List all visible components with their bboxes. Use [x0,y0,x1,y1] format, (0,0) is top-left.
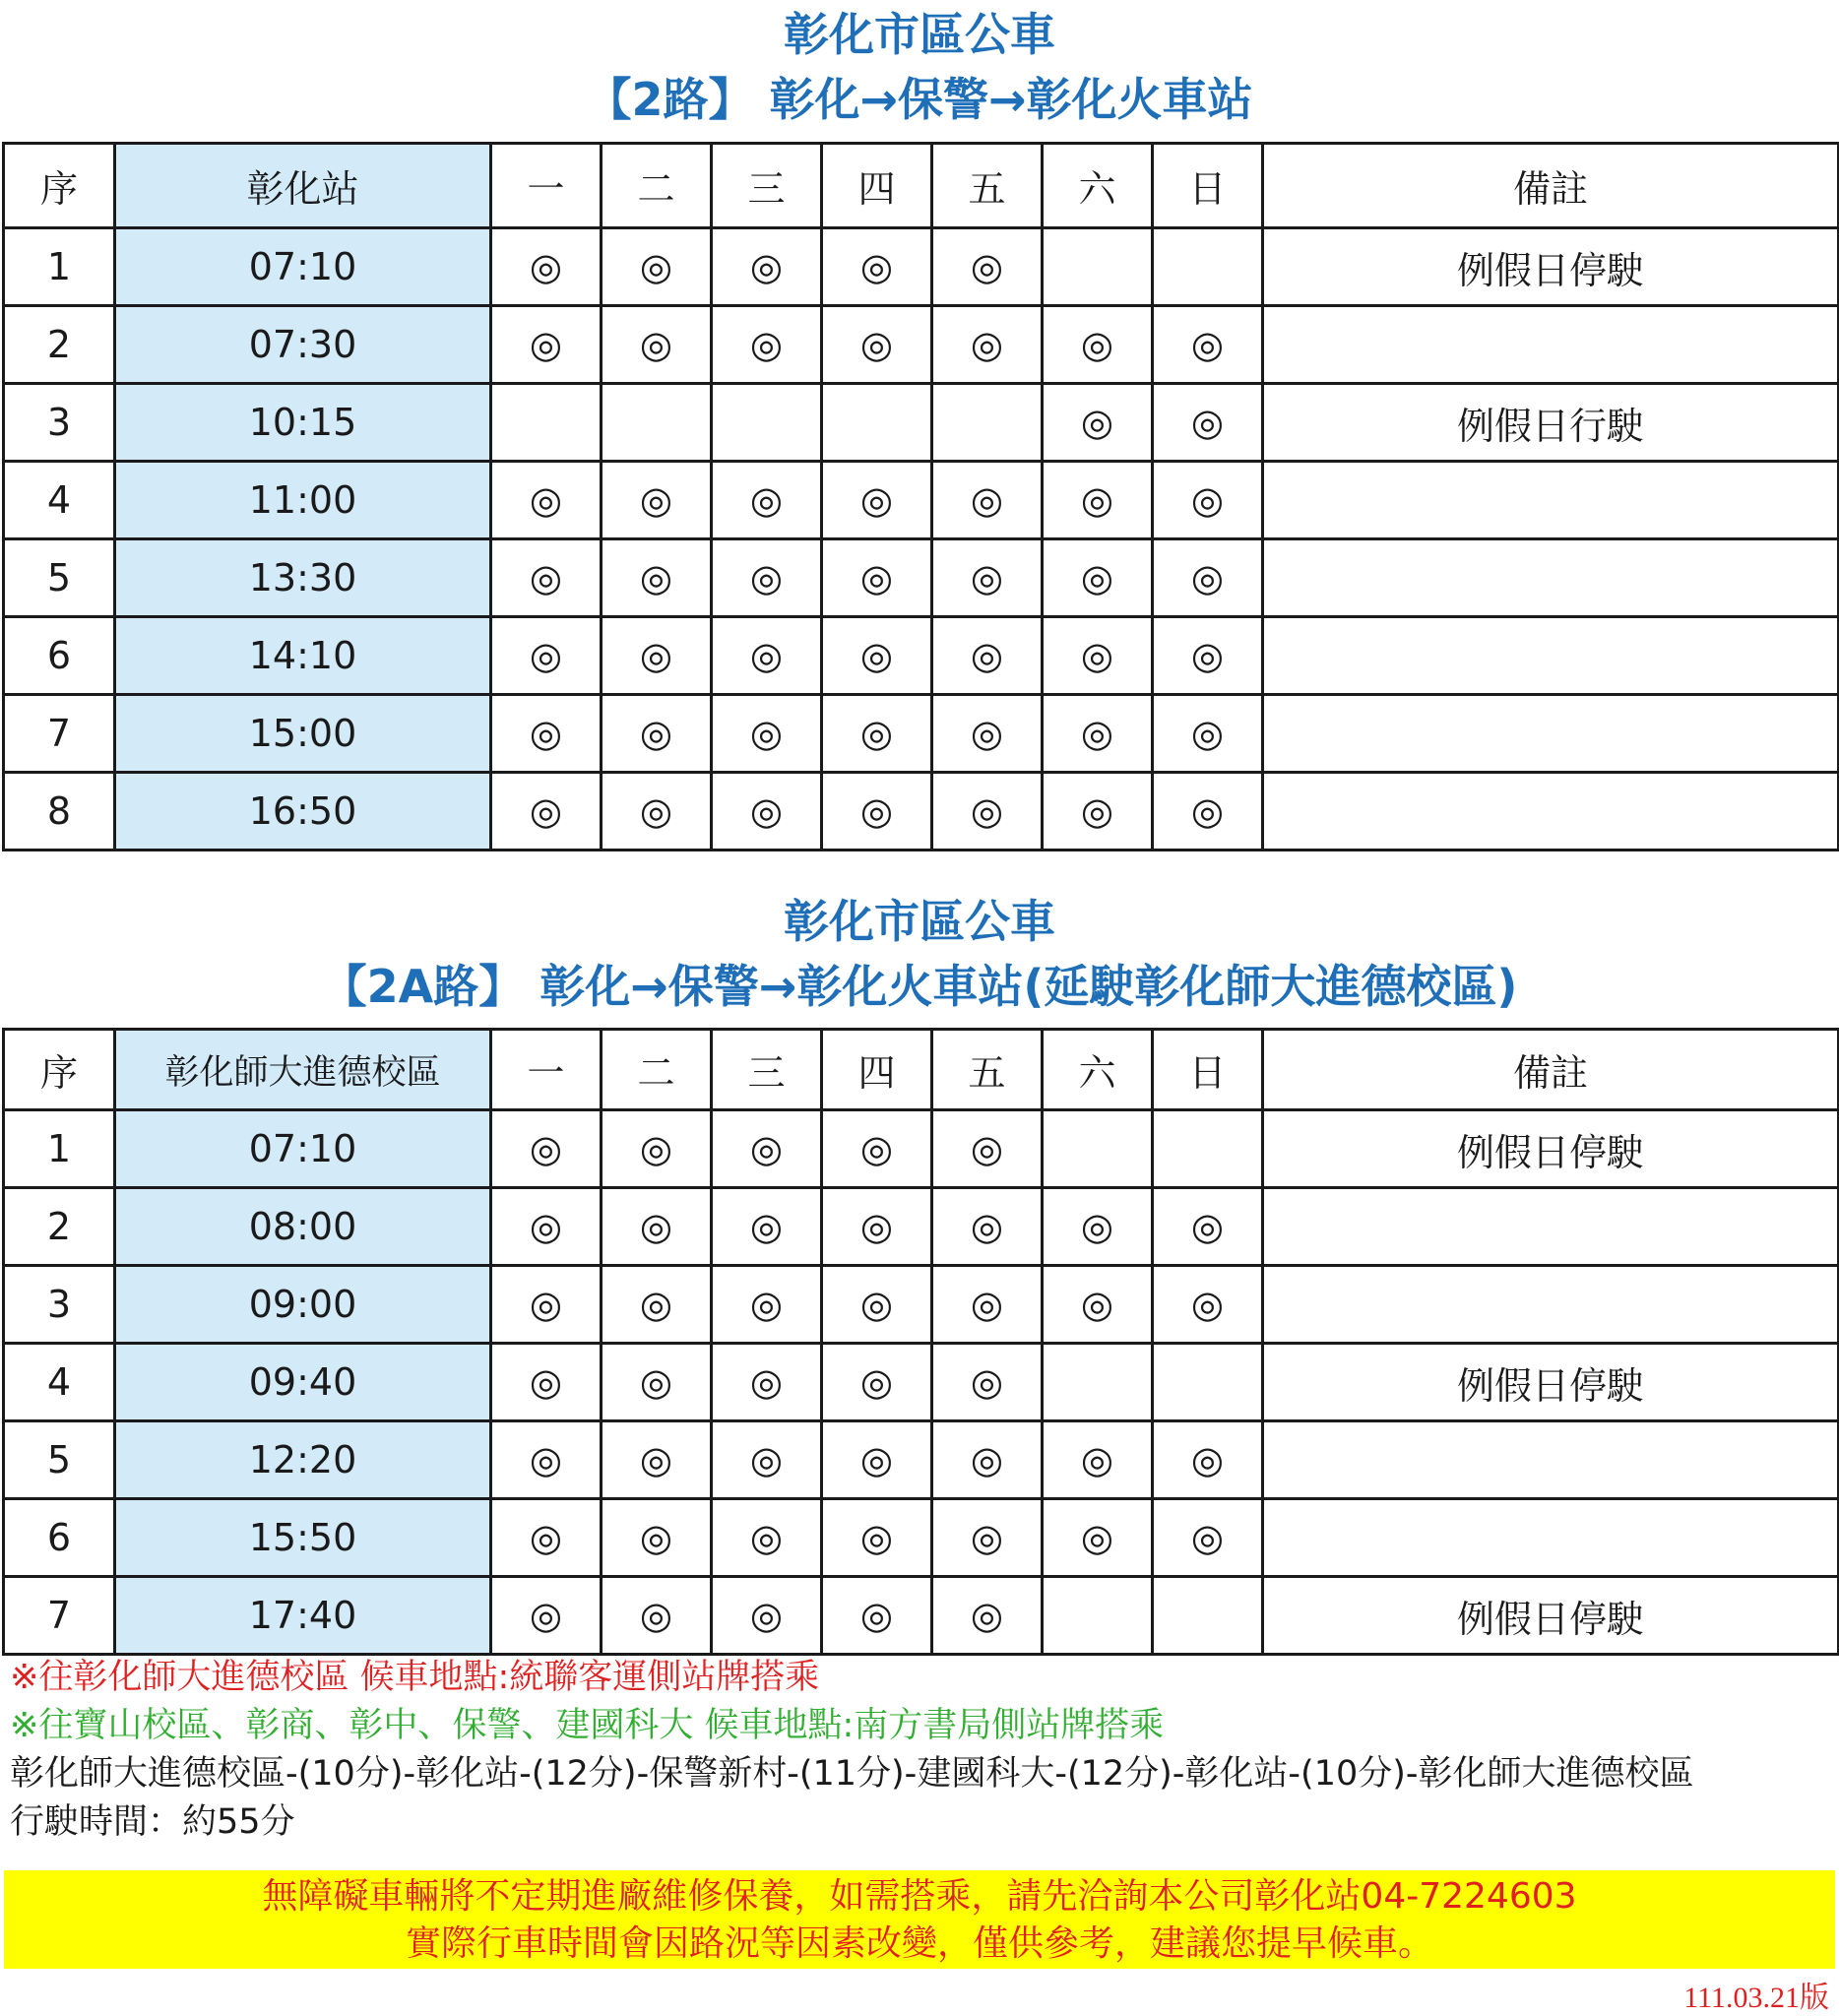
table-row [4,773,1839,850]
day-mark-cell: ◎ [1043,1188,1153,1266]
day-mark-cell: ◎ [1043,695,1153,773]
day-mark-cell [1153,1344,1263,1421]
day-mark-cell: ◎ [491,228,602,306]
day-mark-cell: ◎ [822,1110,932,1188]
route2-subtitle: 【2路】 彰化→保警→彰化火車站 [586,73,1253,126]
day-mark-cell: ◎ [822,1266,932,1344]
table-row [4,1266,1839,1344]
remark-cell [1263,462,1839,539]
day-mark-cell: ◎ [1153,617,1263,695]
day-mark-cell: ◎ [602,462,712,539]
seq-cell: 5 [4,539,115,617]
day-mark-cell [1153,1577,1263,1655]
day-mark-cell [712,384,822,462]
departure-time-cell: 11:00 [115,462,491,539]
seq-cell: 6 [4,617,115,695]
day-mark-cell [491,384,602,462]
header-cell: 備註 [1263,1030,1839,1110]
day-mark-cell: ◎ [822,228,932,306]
day-mark-cell: ◎ [822,695,932,773]
departure-time-cell: 07:10 [115,1110,491,1188]
day-mark-cell: ◎ [932,1110,1043,1188]
table-row [4,1188,1839,1266]
header-cell: 五 [932,144,1043,228]
day-mark-cell: ◎ [1153,1499,1263,1577]
day-mark-cell: ◎ [602,617,712,695]
day-mark-cell [602,384,712,462]
day-mark-cell: ◎ [1043,384,1153,462]
day-mark-cell: ◎ [602,1421,712,1499]
day-mark-cell: ◎ [712,1266,822,1344]
seq-cell: 3 [4,1266,115,1344]
header-cell: 一 [491,144,602,228]
table-row [4,384,1839,462]
departure-time-cell: 12:20 [115,1421,491,1499]
header-cell: 二 [602,144,712,228]
route2a-timetable [2,1028,1839,1656]
remark-cell [1263,306,1839,384]
seq-cell: 8 [4,773,115,850]
departure-time-cell: 14:10 [115,617,491,695]
seq-cell: 6 [4,1499,115,1577]
day-mark-cell [1043,1344,1153,1421]
header-row [4,1030,1839,1110]
header-cell: 日 [1153,1030,1263,1110]
seq-cell: 2 [4,306,115,384]
day-mark-cell: ◎ [491,695,602,773]
day-mark-cell: ◎ [932,1344,1043,1421]
day-mark-cell: ◎ [932,462,1043,539]
departure-time-cell: 16:50 [115,773,491,850]
seq-cell: 4 [4,462,115,539]
day-mark-cell: ◎ [602,306,712,384]
header-row [4,144,1839,228]
header-cell: 序 [4,144,115,228]
day-mark-cell: ◎ [1153,773,1263,850]
seq-cell: 7 [4,695,115,773]
day-mark-cell: ◎ [932,1266,1043,1344]
day-mark-cell: ◎ [932,695,1043,773]
table-row [4,228,1839,306]
header-cell: 序 [4,1030,115,1110]
day-mark-cell: ◎ [932,539,1043,617]
remark-cell [1263,1266,1839,1344]
header-cell: 二 [602,1030,712,1110]
day-mark-cell: ◎ [712,773,822,850]
day-mark-cell: ◎ [602,228,712,306]
day-mark-cell: ◎ [1153,539,1263,617]
day-mark-cell: ◎ [1043,1499,1153,1577]
day-mark-cell: ◎ [1153,1421,1263,1499]
day-mark-cell: ◎ [602,1344,712,1421]
day-mark-cell: ◎ [491,306,602,384]
header-cell: 三 [712,144,822,228]
day-mark-cell: ◎ [822,617,932,695]
day-mark-cell: ◎ [712,1110,822,1188]
boarding-note-green: ※往寶山校區、彰商、彰中、保警、建國科大 候車地點:南方書局側站牌搭乘 [10,1706,1165,1745]
day-mark-cell [1043,228,1153,306]
day-mark-cell [822,384,932,462]
day-mark-cell: ◎ [491,773,602,850]
day-mark-cell: ◎ [602,539,712,617]
remark-cell [1263,1421,1839,1499]
departure-time-cell: 10:15 [115,384,491,462]
day-mark-cell: ◎ [822,1188,932,1266]
day-mark-cell: ◎ [932,228,1043,306]
seq-cell: 3 [4,384,115,462]
seq-cell: 5 [4,1421,115,1499]
day-mark-cell: ◎ [491,1499,602,1577]
departure-time-cell: 09:40 [115,1344,491,1421]
departure-time-cell: 17:40 [115,1577,491,1655]
day-mark-cell: ◎ [1153,1266,1263,1344]
table-row [4,462,1839,539]
departure-time-cell: 15:50 [115,1499,491,1577]
day-mark-cell: ◎ [1043,306,1153,384]
remark-cell: 例假日停駛 [1263,1110,1839,1188]
route2a-subtitle: 【2A路】 彰化→保警→彰化火車站(延駛彰化師大進德校區) [321,960,1518,1013]
departure-time-cell: 07:10 [115,228,491,306]
remark-cell [1263,1188,1839,1266]
day-mark-cell: ◎ [712,695,822,773]
header-cell: 彰化站 [115,144,491,228]
route2a-title: 彰化市區公車 [784,895,1055,948]
departure-time-cell: 13:30 [115,539,491,617]
route2-timetable [2,142,1839,851]
day-mark-cell: ◎ [1043,773,1153,850]
header-cell: 彰化師大進德校區 [115,1030,491,1110]
day-mark-cell: ◎ [491,1344,602,1421]
table-row [4,539,1839,617]
day-mark-cell: ◎ [1043,1421,1153,1499]
table-row [4,617,1839,695]
day-mark-cell [1043,1110,1153,1188]
day-mark-cell: ◎ [712,1499,822,1577]
version-label: 111.03.21版 [1683,1982,1829,2014]
header-cell: 三 [712,1030,822,1110]
day-mark-cell: ◎ [712,228,822,306]
day-mark-cell: ◎ [932,1421,1043,1499]
header-cell: 六 [1043,144,1153,228]
day-mark-cell: ◎ [1153,384,1263,462]
day-mark-cell: ◎ [602,1188,712,1266]
departure-time-cell: 07:30 [115,306,491,384]
day-mark-cell: ◎ [602,1266,712,1344]
day-mark-cell: ◎ [1043,462,1153,539]
day-mark-cell: ◎ [932,773,1043,850]
table-row [4,1499,1839,1577]
header-cell: 日 [1153,144,1263,228]
day-mark-cell: ◎ [932,617,1043,695]
day-mark-cell: ◎ [822,1421,932,1499]
day-mark-cell: ◎ [491,539,602,617]
table-row [4,1421,1839,1499]
day-mark-cell: ◎ [491,1577,602,1655]
header-cell: 四 [822,1030,932,1110]
day-mark-cell: ◎ [712,1577,822,1655]
day-mark-cell: ◎ [602,1110,712,1188]
table-row [4,1110,1839,1188]
header-cell: 五 [932,1030,1043,1110]
day-mark-cell: ◎ [712,1188,822,1266]
day-mark-cell: ◎ [932,1499,1043,1577]
day-mark-cell: ◎ [1153,1188,1263,1266]
seq-cell: 7 [4,1577,115,1655]
remark-cell: 例假日停駛 [1263,1344,1839,1421]
day-mark-cell [1153,1110,1263,1188]
table-row [4,1577,1839,1655]
day-mark-cell: ◎ [822,306,932,384]
remark-cell [1263,539,1839,617]
remark-cell [1263,1499,1839,1577]
route2-title: 彰化市區公車 [784,8,1055,61]
notice-banner [4,1870,1835,1969]
remark-cell [1263,773,1839,850]
remark-cell: 例假日停駛 [1263,1577,1839,1655]
table-row [4,306,1839,384]
remark-cell [1263,617,1839,695]
day-mark-cell [932,384,1043,462]
day-mark-cell: ◎ [1043,539,1153,617]
travel-time-note: 行駛時間：約55分 [10,1802,295,1842]
remark-cell: 例假日行駛 [1263,384,1839,462]
day-mark-cell: ◎ [712,1421,822,1499]
day-mark-cell: ◎ [491,617,602,695]
header-cell: 四 [822,144,932,228]
day-mark-cell: ◎ [712,462,822,539]
table-row [4,695,1839,773]
notice-line-2: 實際行車時間會因路況等因素改變，僅供參考，建議您提早候車。 [405,1923,1433,1964]
day-mark-cell: ◎ [602,1577,712,1655]
day-mark-cell: ◎ [712,1344,822,1421]
day-mark-cell: ◎ [1153,695,1263,773]
day-mark-cell: ◎ [602,695,712,773]
seq-cell: 4 [4,1344,115,1421]
day-mark-cell: ◎ [491,462,602,539]
header-cell: 一 [491,1030,602,1110]
day-mark-cell: ◎ [822,1499,932,1577]
seq-cell: 2 [4,1188,115,1266]
day-mark-cell: ◎ [822,539,932,617]
day-mark-cell: ◎ [602,1499,712,1577]
seq-cell: 1 [4,228,115,306]
day-mark-cell: ◎ [932,306,1043,384]
departure-time-cell: 08:00 [115,1188,491,1266]
day-mark-cell: ◎ [712,617,822,695]
notice-line-1: 無障礙車輛將不定期進廠維修保養，如需搭乘，請先洽詢本公司彰化站04-7224603 [262,1876,1577,1917]
departure-time-cell: 09:00 [115,1266,491,1344]
day-mark-cell: ◎ [491,1421,602,1499]
boarding-note-red: ※往彰化師大進德校區 候車地點:統聯客運側站牌搭乘 [10,1658,820,1697]
day-mark-cell: ◎ [822,462,932,539]
day-mark-cell: ◎ [822,773,932,850]
seq-cell: 1 [4,1110,115,1188]
header-cell: 備註 [1263,144,1839,228]
departure-time-cell: 15:00 [115,695,491,773]
day-mark-cell: ◎ [932,1188,1043,1266]
day-mark-cell: ◎ [602,773,712,850]
day-mark-cell: ◎ [1153,462,1263,539]
day-mark-cell: ◎ [491,1188,602,1266]
day-mark-cell: ◎ [1043,617,1153,695]
day-mark-cell: ◎ [491,1266,602,1344]
day-mark-cell: ◎ [1043,1266,1153,1344]
remark-cell: 例假日停駛 [1263,228,1839,306]
day-mark-cell: ◎ [712,306,822,384]
route-path-note: 彰化師大進德校區-(10分)-彰化站-(12分)-保警新村-(11分)-建國科大-(12分)-彰化站-(10分)-彰化師大進德校區 [10,1754,1694,1794]
day-mark-cell: ◎ [822,1577,932,1655]
header-cell: 六 [1043,1030,1153,1110]
day-mark-cell [1043,1577,1153,1655]
day-mark-cell [1153,228,1263,306]
remark-cell [1263,695,1839,773]
day-mark-cell: ◎ [1153,306,1263,384]
day-mark-cell: ◎ [712,539,822,617]
day-mark-cell: ◎ [491,1110,602,1188]
day-mark-cell: ◎ [932,1577,1043,1655]
day-mark-cell: ◎ [822,1344,932,1421]
table-row [4,1344,1839,1421]
